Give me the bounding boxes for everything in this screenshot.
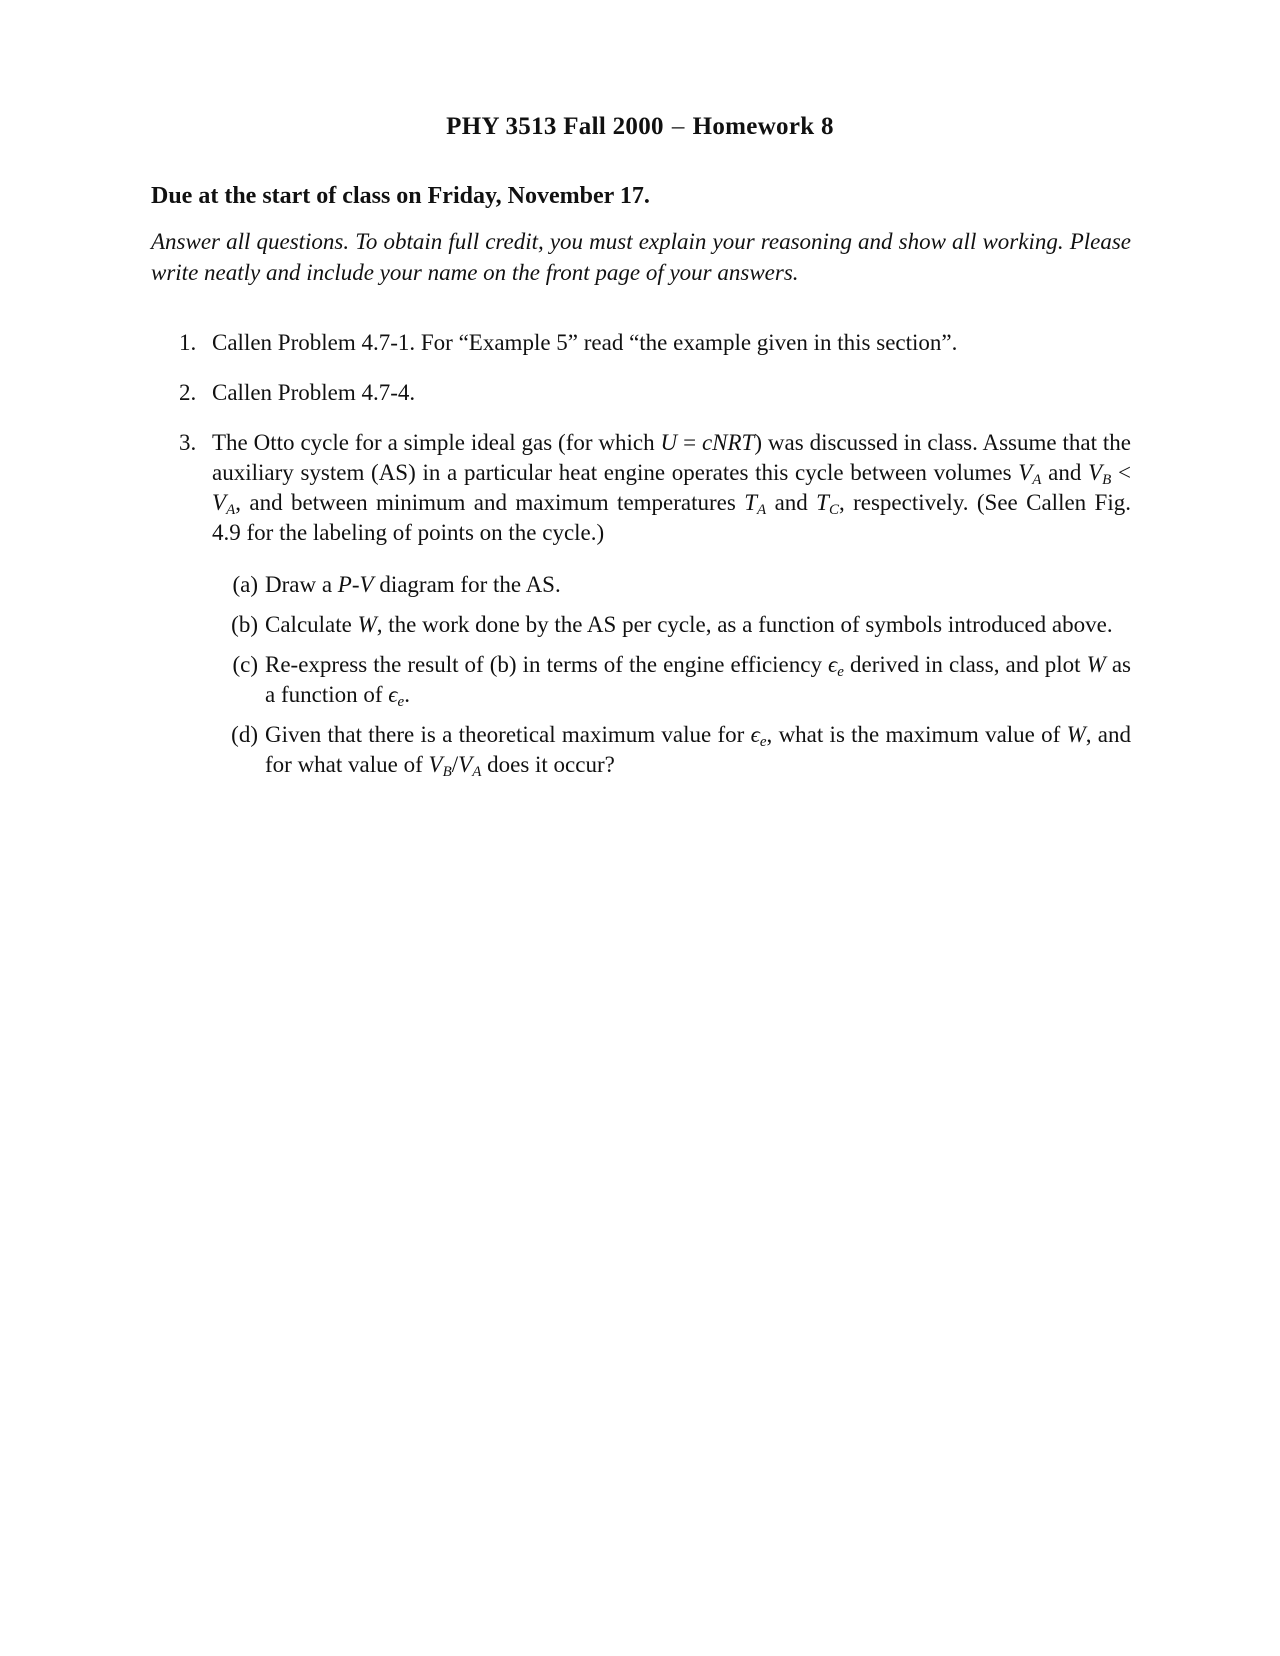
subpart-label: (c): [232, 652, 258, 677]
text-segment: /: [451, 752, 459, 777]
text-segment: =: [677, 430, 702, 455]
text-segment: derived in class, and plot: [843, 652, 1087, 677]
math-subscript: e: [397, 694, 405, 710]
text-segment: Re-express the result of (b) in terms of the engine efficiency: [265, 652, 829, 677]
course-title: PHY 3513 Fall 2000: [446, 113, 664, 140]
subpart-a: [212, 570, 1131, 600]
page-title: [0, 113, 1280, 141]
subpart-text: [265, 572, 561, 597]
subpart-text: [265, 722, 1131, 780]
math-symbol: V: [458, 752, 473, 777]
math-symbol: T: [744, 490, 758, 515]
math-symbol: V: [1088, 460, 1103, 485]
math-subscript: e: [837, 664, 844, 680]
math-subscript: e: [759, 734, 767, 750]
problem-text: [212, 430, 1131, 545]
problem-number: 2.: [179, 380, 197, 405]
text-segment: and: [1041, 460, 1089, 485]
problem-list: [151, 328, 1131, 800]
math-subscript: B: [442, 764, 452, 780]
subpart-label: (a): [232, 572, 258, 597]
subpart-d: [212, 720, 1131, 780]
text-segment: , respectively. (See Callen Fig. 4.9 for the labeling of points on the cycle.): [212, 490, 1131, 545]
text-segment: , what is the maximum value of: [766, 722, 1067, 747]
text-segment: diagram for the AS.: [373, 572, 561, 597]
math-symbol: U: [660, 430, 678, 455]
problem-3: [151, 428, 1131, 780]
math-subscript: A: [1032, 472, 1042, 488]
text-segment: , the work done by the AS per cycle, as a function of symbols introduced above.: [376, 612, 1113, 637]
math-symbol: W: [1086, 652, 1106, 677]
math-symbol: ϵ: [828, 652, 838, 677]
math-subscript: B: [1102, 472, 1112, 488]
problem-text: Callen Problem 4.7-4.: [212, 380, 416, 405]
problem-number: 3.: [179, 430, 197, 455]
subpart-text: [265, 612, 1113, 637]
subpart-label: (b): [231, 612, 258, 637]
text-segment: .: [404, 682, 410, 707]
math-symbol: W: [1066, 722, 1086, 747]
text-segment: Given that there is a theoretical maximum value for: [265, 722, 751, 747]
text-segment: Draw a: [265, 572, 338, 597]
text-segment: Calculate: [265, 612, 358, 637]
text-segment: The Otto cycle for a simple ideal gas (for which: [212, 430, 661, 455]
subpart-label: (d): [231, 722, 258, 747]
math-symbol: W: [357, 612, 377, 637]
math-symbol: ϵ: [750, 722, 760, 747]
text-segment: , and for what value of: [265, 722, 1131, 777]
text-segment: as a function of: [265, 652, 1131, 707]
subpart-b: [212, 610, 1131, 640]
math-symbol: P-V: [337, 572, 374, 597]
instructions: Answer all questions. To obtain full credit, you must explain your reasoning and show all working. Please write neatly and include your name on the front page of your answers.: [151, 229, 1131, 285]
text-segment: , and between minimum and maximum temperatures: [235, 490, 745, 515]
math-subscript: A: [472, 764, 482, 780]
math-symbol: V: [1018, 460, 1033, 485]
problem-2: [151, 378, 1131, 408]
math-symbol: ϵ: [388, 682, 398, 707]
math-symbol: V: [428, 752, 443, 777]
math-subscript: C: [828, 502, 839, 518]
text-segment: does it occur?: [481, 752, 615, 777]
problem-number: 1.: [179, 330, 197, 355]
due-date: Due at the start of class on Friday, November 17.: [151, 183, 650, 209]
problem-text: Callen Problem 4.7-1. For “Example 5” read “the example given in this section”.: [212, 330, 958, 355]
math-subscript: A: [757, 502, 767, 518]
subpart-text: [265, 652, 1131, 710]
math-symbol: V: [212, 490, 227, 515]
text-segment: and: [766, 490, 817, 515]
assignment-title: Homework 8: [692, 113, 834, 140]
math-symbol: cNRT: [701, 430, 755, 455]
text-segment: <: [1111, 460, 1131, 485]
problem-1: [151, 328, 1131, 358]
text-segment: ) was discussed in class. Assume that the auxiliary system (AS) in a particular heat engine operates this cycle between volumes: [212, 430, 1131, 485]
math-symbol: T: [816, 490, 829, 515]
subpart-c: [212, 650, 1131, 710]
title-dash: –: [671, 113, 685, 140]
subpart-list: [212, 570, 1131, 780]
math-subscript: A: [226, 502, 236, 518]
